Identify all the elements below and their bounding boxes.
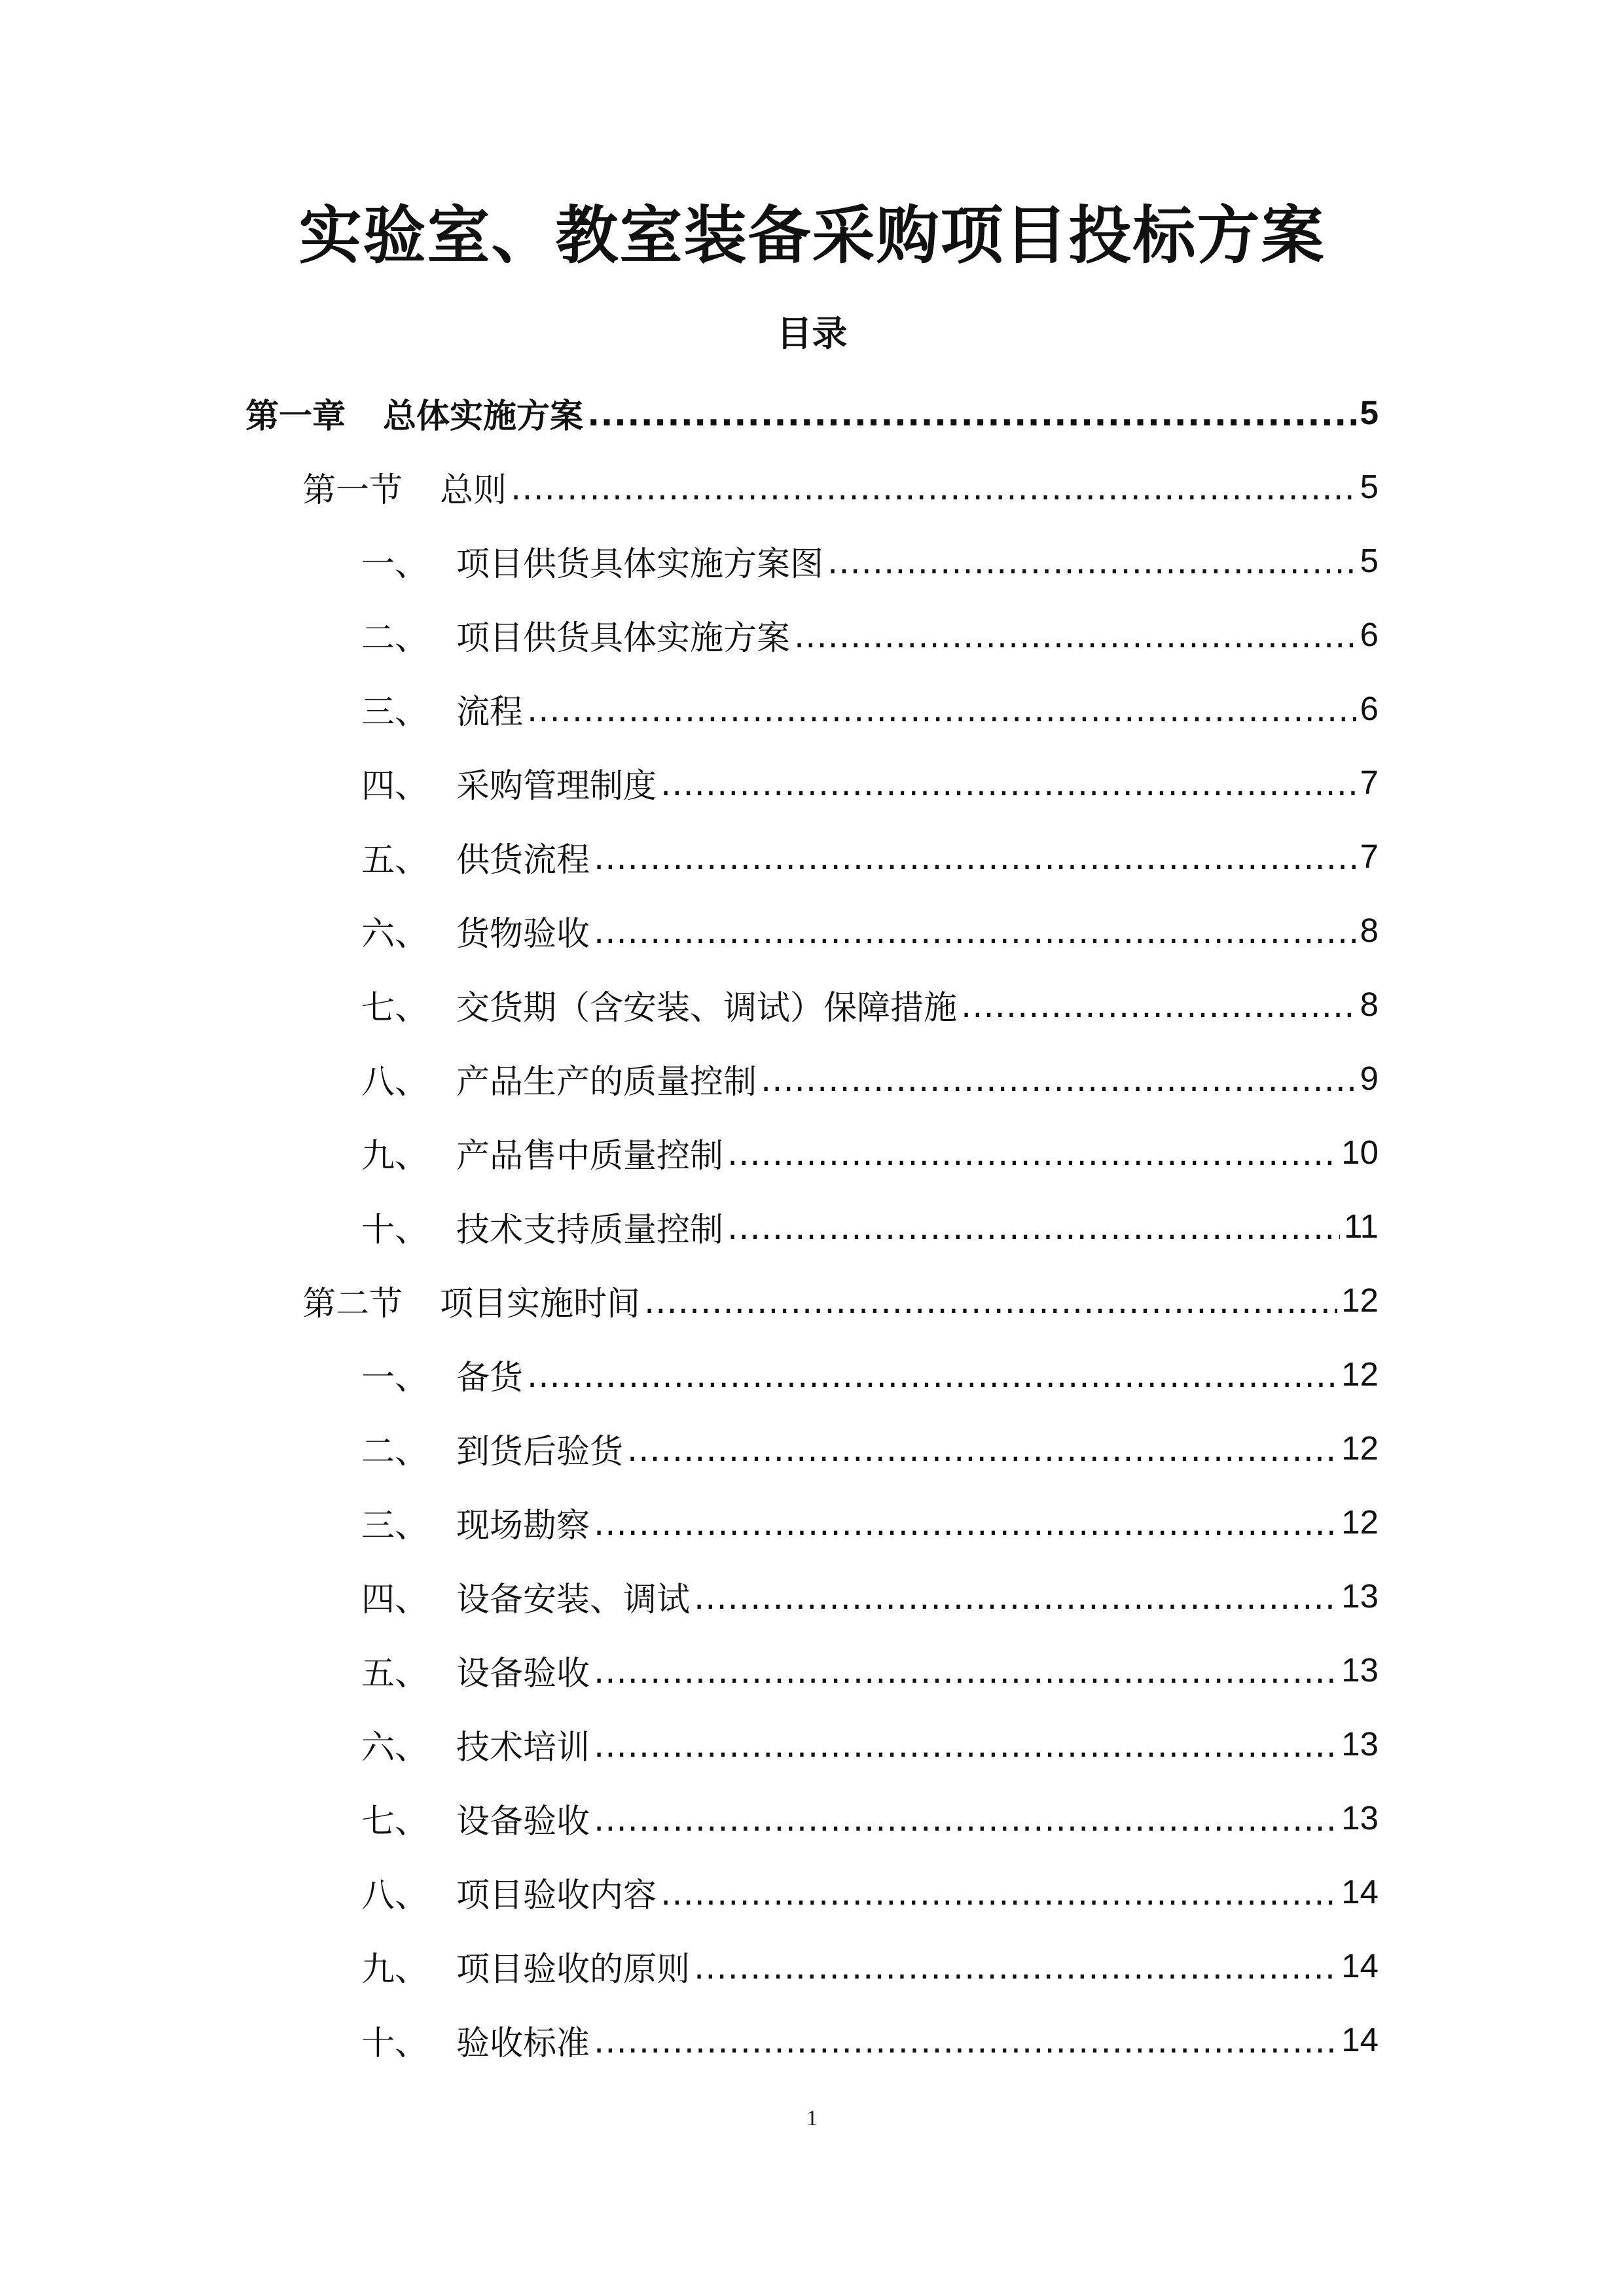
toc-entry-page: 13 [1341,1799,1379,1837]
toc-entry-page: 14 [1341,1947,1379,1984]
toc-entry-number: 三、 [361,692,429,732]
toc-entry[interactable] [0,1337,1624,1411]
toc-entry-page: 7 [1360,838,1379,875]
toc-entry-number: 六、 [361,1728,429,1767]
toc-dot-leader [694,1577,1337,1615]
toc-entry-page: 7 [1360,764,1379,801]
toc-entry-label: 产品生产的质量控制 [456,1062,757,1102]
toc-dot-leader [761,1060,1356,1097]
toc-entry-number: 一、 [361,1358,429,1397]
toc-entry[interactable] [0,1633,1624,1707]
toc-entry[interactable] [0,1485,1624,1559]
toc-entry-number: 三、 [361,1506,429,1545]
toc-dot-leader [527,690,1356,727]
toc-entry[interactable] [0,672,1624,745]
toc-entry[interactable] [0,1115,1624,1189]
toc-entry-number: 一、 [361,545,429,584]
toc-entry-section-2[interactable] [0,1263,1624,1337]
toc-entry-label: 项目供货具体实施方案 [456,619,791,658]
toc-entry[interactable] [0,745,1624,819]
toc-dot-leader [594,1503,1337,1541]
toc-entry-page: 6 [1360,616,1379,653]
toc-entry-page: 9 [1360,1060,1379,1097]
toc-entry-page: 6 [1360,690,1379,727]
toc-entry-page: 8 [1360,986,1379,1023]
toc-entry-number: 第二节 [302,1284,403,1323]
toc-entry-number: 五、 [361,840,429,880]
toc-entry[interactable] [0,524,1624,598]
toc-dot-leader [644,1282,1337,1319]
toc-entry-label: 产品售中质量控制 [456,1136,724,1175]
toc-entry[interactable] [0,1707,1624,1781]
toc-dot-leader [594,1725,1337,1763]
toc-entry-label: 技术支持质量控制 [456,1210,724,1249]
toc-entry-label: 流程 [456,692,524,732]
toc-entry-number: 六、 [361,914,429,954]
toc-entry[interactable] [0,598,1624,672]
toc-entry-page: 12 [1341,1429,1379,1467]
toc-entry-label: 货物验收 [456,914,590,954]
toc-entry-label: 到货后验货 [456,1432,624,1471]
toc-dot-leader [594,1799,1337,1837]
toc-entry[interactable] [0,1929,1624,2003]
toc-entry-page: 12 [1341,1282,1379,1319]
toc-entry-number: 四、 [361,1580,429,1619]
toc-entry-page: 5 [1360,468,1379,505]
toc-entry[interactable] [0,893,1624,967]
toc-entry-number: 九、 [361,1136,429,1175]
toc-entry-chapter-1[interactable] [0,376,1624,450]
toc-dot-leader [594,912,1356,949]
toc-entry[interactable] [0,1855,1624,1929]
toc-entry-page: 13 [1341,1651,1379,1689]
toc-entry-label: 项目验收内容 [456,1876,657,1915]
toc-entry[interactable] [0,1189,1624,1263]
toc-entry-number: 七、 [361,988,429,1028]
toc-dot-leader [527,1355,1337,1393]
toc-entry-number: 八、 [361,1062,429,1102]
toc-entry-label: 供货流程 [456,840,590,880]
toc-entry-page: 13 [1341,1725,1379,1763]
toc-entry-page: 5 [1360,542,1379,579]
toc-entry-page: 11 [1344,1208,1379,1245]
toc-entry-page: 13 [1341,1577,1379,1615]
toc-entry-number: 九、 [361,1950,429,1989]
document-title: 实验室、教室装备采购项目投标方案 [298,199,1326,272]
table-of-contents [0,376,1624,2077]
toc-entry-page: 5 [1360,394,1379,431]
toc-entry-label: 现场勘察 [456,1506,590,1545]
toc-entry[interactable] [0,819,1624,893]
toc-dot-leader [727,1208,1340,1245]
toc-entry-number: 二、 [361,1432,429,1471]
toc-entry-label: 设备安装、调试 [456,1580,691,1619]
toc-dot-leader [660,1873,1337,1910]
toc-dot-leader [594,1651,1337,1689]
page-number: 1 [806,2106,818,2130]
toc-entry-section-1[interactable] [0,450,1624,524]
toc-entry-number: 第一节 [302,471,403,510]
toc-dot-leader [961,986,1356,1023]
toc-entry-page: 10 [1341,1134,1379,1171]
toc-entry-label: 设备验收 [456,1802,590,1841]
toc-entry-number: 第一章 [245,397,346,436]
toc-dot-leader [594,838,1356,875]
toc-entry-label: 总体实施方案 [383,397,584,436]
toc-dot-leader [511,468,1356,505]
toc-heading: 目录 [776,313,848,354]
toc-entry[interactable] [0,1781,1624,1855]
toc-entry-label: 项目供货具体实施方案图 [456,545,824,584]
toc-entry-number: 五、 [361,1654,429,1693]
toc-entry-page: 8 [1360,912,1379,949]
toc-entry[interactable] [0,967,1624,1041]
toc-entry-label: 验收标准 [456,2024,590,2063]
toc-dot-leader [727,1134,1337,1171]
toc-entry[interactable] [0,1411,1624,1485]
toc-entry[interactable] [0,2003,1624,2077]
toc-entry[interactable] [0,1559,1624,1633]
toc-entry-label: 备货 [456,1358,524,1397]
toc-dot-leader [794,616,1356,653]
toc-entry-number: 十、 [361,2024,429,2063]
toc-entry-label: 采购管理制度 [456,766,657,806]
toc-entry-number: 八、 [361,1876,429,1915]
toc-dot-leader [694,1947,1337,1984]
toc-dot-leader [594,2021,1337,2058]
toc-dot-leader [587,394,1356,431]
toc-entry-page: 12 [1341,1355,1379,1393]
toc-entry-number: 四、 [361,766,429,806]
toc-entry-page: 14 [1341,1873,1379,1910]
toc-entry-label: 交货期（含安装、调试）保障措施 [456,988,958,1028]
toc-entry-page: 12 [1341,1503,1379,1541]
toc-entry-label: 总则 [440,471,507,510]
toc-entry-number: 十、 [361,1210,429,1249]
toc-entry[interactable] [0,1041,1624,1115]
toc-entry-number: 七、 [361,1802,429,1841]
toc-entry-page: 14 [1341,2021,1379,2058]
toc-entry-label: 技术培训 [456,1728,590,1767]
toc-dot-leader [660,764,1356,801]
toc-entry-label: 项目实施时间 [440,1284,641,1323]
toc-entry-label: 项目验收的原则 [456,1950,691,1989]
toc-dot-leader [627,1429,1337,1467]
toc-entry-number: 二、 [361,619,429,658]
toc-entry-label: 设备验收 [456,1654,590,1693]
toc-dot-leader [827,542,1356,579]
